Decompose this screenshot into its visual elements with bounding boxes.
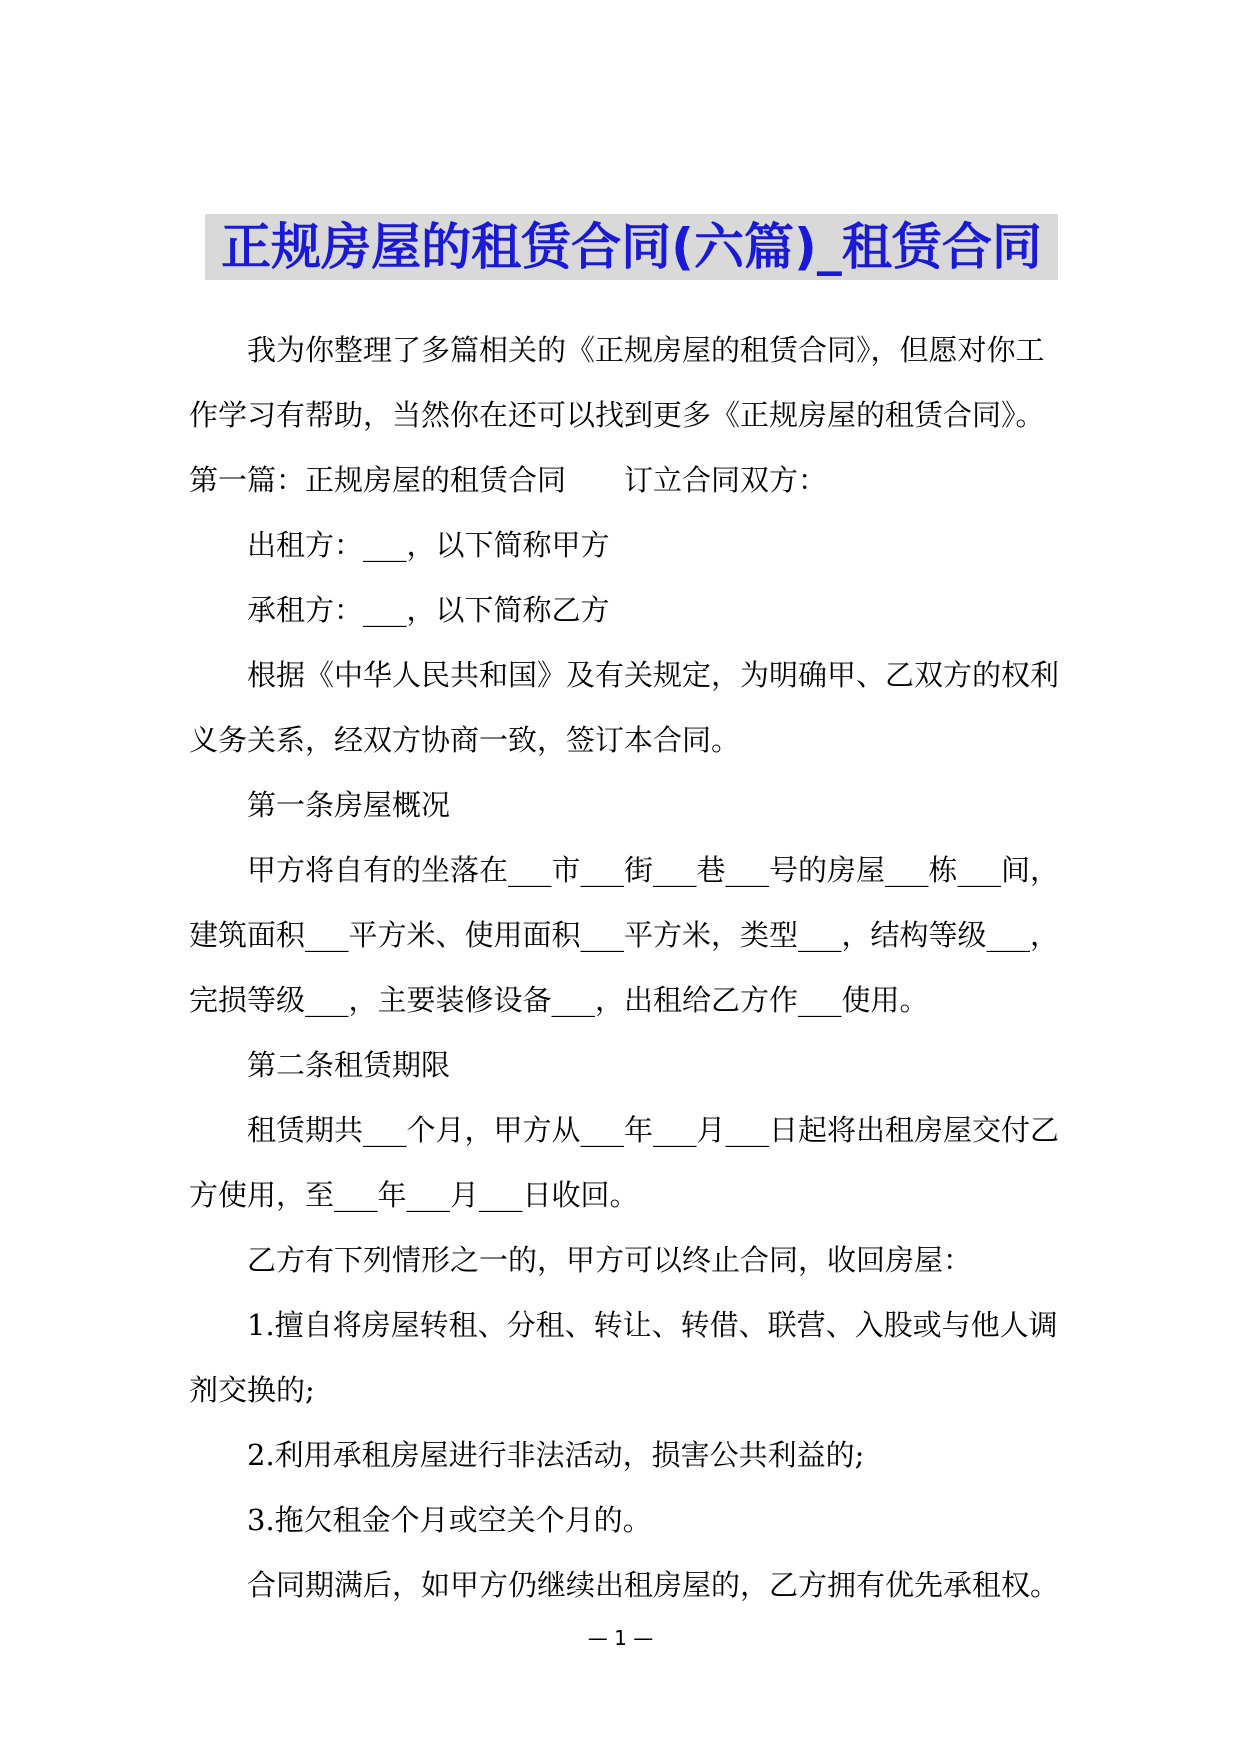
page-title: 正规房屋的租赁合同(六篇)_租赁合同 [221,218,1042,276]
paragraph-line: 出租方：___，以下简称甲方 [247,528,610,562]
paragraph-line: 作学习有帮助，当然你在还可以找到更多《正规房屋的租赁合同》。 [189,398,1045,432]
document-body [189,318,1062,1618]
clause-heading: 第一条房屋概况 [247,788,451,822]
paragraph-line: 我为你整理了多篇相关的《正规房屋的租赁合同》，但愿对你工 [247,333,1045,367]
paragraph-line: 乙方有下列情形之一的，甲方可以终止合同，收回房屋： [247,1243,973,1277]
paragraph-line: 义务关系，经双方协商一致，签订本合同。 [189,723,741,757]
section-heading: 第一篇：正规房屋的租赁合同 订立合同双方： [189,463,828,497]
page-number: — 1 — [587,1626,654,1650]
list-item: 3.拖欠租金个月或空关个月的。 [247,1503,652,1537]
paragraph-line: 建筑面积___平方米、使用面积___平方米，类型___，结构等级___， [189,918,1060,952]
title-highlight [205,214,1058,280]
list-item-continuation: 剂交换的; [189,1373,315,1407]
paragraph-line: 方使用，至___年___月___日收回。 [189,1178,639,1212]
paragraph-line: 甲方将自有的坐落在___市___街___巷___号的房屋___栋___间， [247,853,1060,887]
list-item: 1.擅自将房屋转租、分租、转让、转借、联营、入股或与他人调 [247,1308,1058,1342]
list-item: 2.利用承租房屋进行非法活动，损害公共利益的; [247,1438,865,1472]
paragraph-line: 租赁期共___个月，甲方从___年___月___日起将出租房屋交付乙 [247,1113,1060,1147]
paragraph-line: 合同期满后，如甲方仍继续出租房屋的，乙方拥有优先承租权。 [247,1568,1060,1602]
paragraph-line: 根据《中华人民共和国》及有关规定，为明确甲、乙双方的权利 [247,658,1060,692]
clause-heading: 第二条租赁期限 [247,1048,451,1082]
paragraph-line: 承租方：___，以下简称乙方 [247,593,610,627]
paragraph-line: 完损等级___，主要装修设备___，出租给乙方作___使用。 [189,983,929,1017]
